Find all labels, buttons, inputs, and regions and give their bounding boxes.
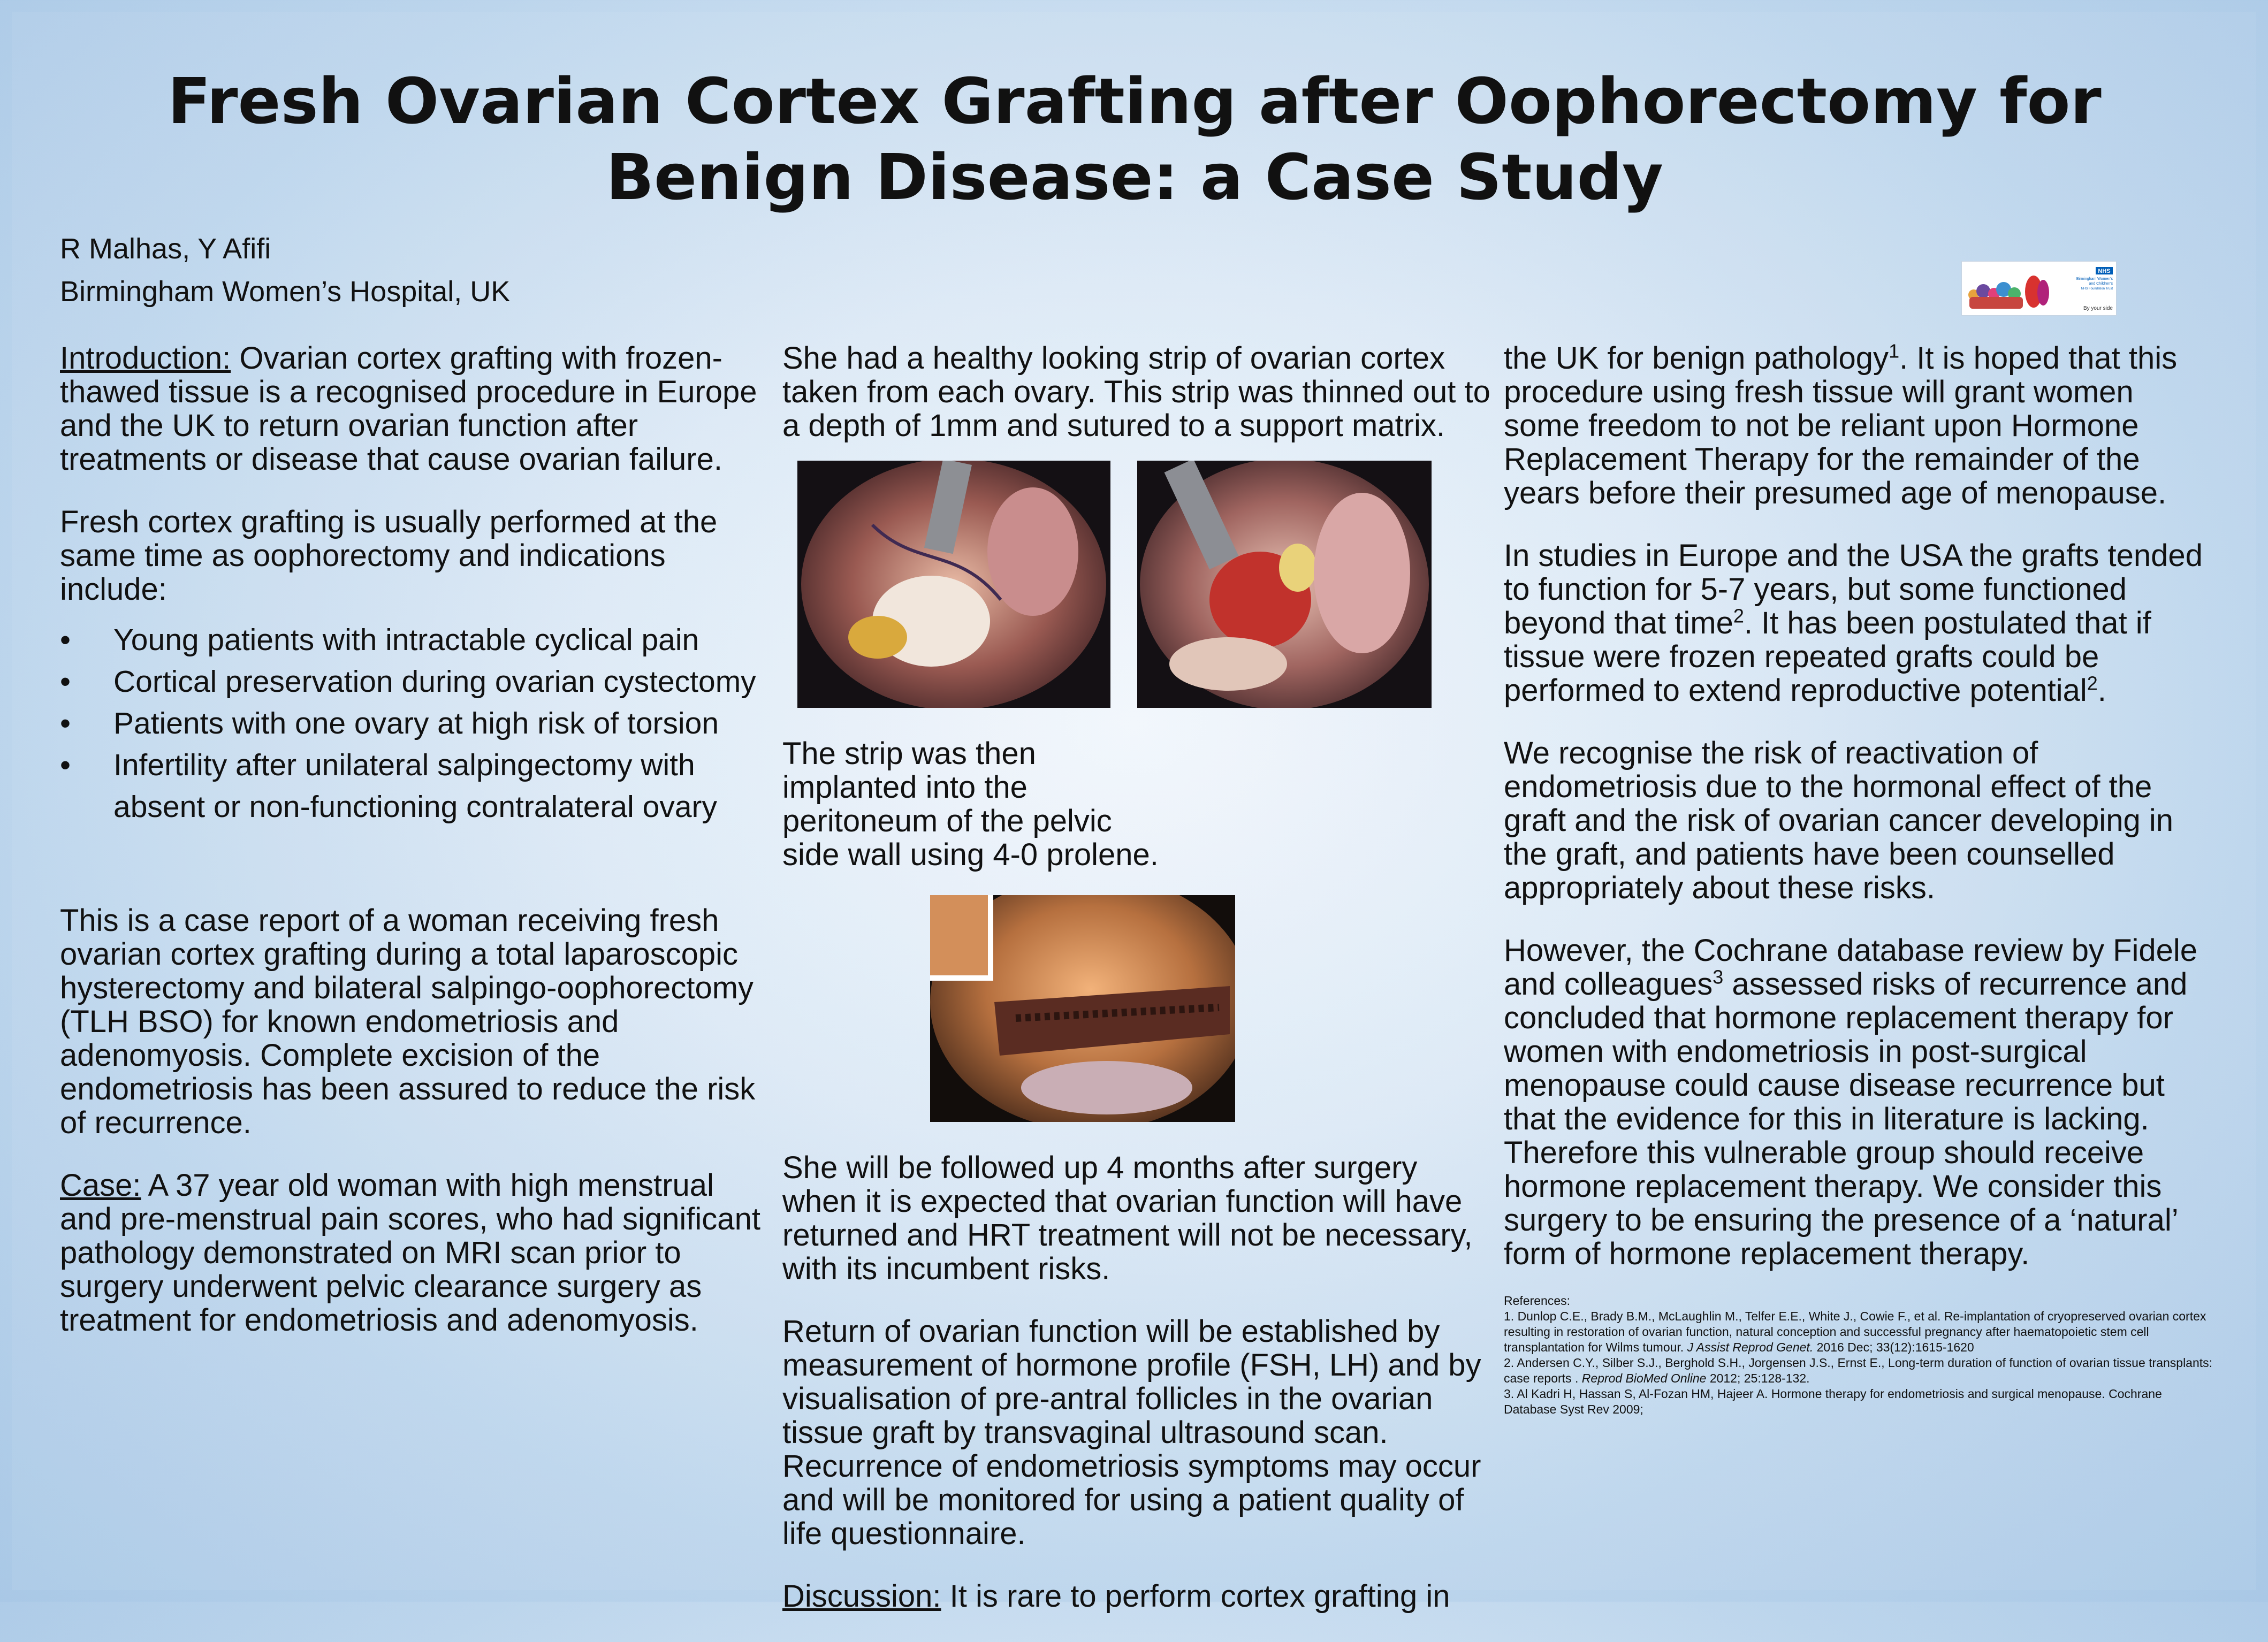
strip-paragraph: She had a healthy looking strip of ovarian cortex taken from each ovary. This strip was thinned out to a depth of 1mm and sutured to a support matrix. xyxy=(782,341,1490,443)
case-text: A 37 year old woman with high menstrual and pre-menstrual pain scores, who had significant pathology demonstrated on MRI scan prior to surgery underwent pelvic clearance surgery as treatment for endometriosis and adenomyosis. xyxy=(60,1168,760,1338)
authors: R Malhas, Y Afifi xyxy=(60,233,271,265)
surgical-photos-row xyxy=(797,461,1494,708)
list-item: • Patients with one ovary at high risk of torsion xyxy=(60,702,772,744)
laparoscopic-photo-strip-thinned-icon xyxy=(1137,461,1432,708)
case-report-paragraph: This is a case report of a woman receiving fresh ovarian cortex grafting during a total laparoscopic hysterectomy and bilateral salpingo-oophorectomy (TLH BSO) for known endometriosis and adenomyosis. Complete excision of the endometriosis has been assured to reduce the risk of recurrence. xyxy=(60,903,756,1140)
column-3 xyxy=(1504,341,2216,1417)
logo-name-line1: Birmingham Women's xyxy=(2076,277,2113,281)
risk-paragraph: We recognise the risk of reactivation of endometriosis due to the hormonal effect of the graft and the risk of ovarian cancer developing in the graft, and patients have been counselled appropriately about these risks. xyxy=(1504,736,2173,905)
introduction-text: Ovarian cortex grafting with frozen-thawed tissue is a recognised procedure in Europe and the UK to return ovarian function after treatments or disease that cause ovarian failure. xyxy=(60,341,757,477)
reference-3: 3. Al Kadri H, Hassan S, Al-Fozan HM, Hajeer A. Hormone therapy for endometriosis and surgical menopause. Cochrane Database Syst Rev 2009; xyxy=(1504,1387,2162,1416)
introduction-label: Introduction: xyxy=(60,341,231,376)
affiliation: Birmingham Women’s Hospital, UK xyxy=(60,276,511,308)
list-item: • Cortical preservation during ovarian cystectomy xyxy=(60,661,772,702)
references-heading: References: xyxy=(1504,1294,1571,1308)
graft-duration-paragraph: In studies in Europe and the USA the grafts tended to function for 5-7 years, but some functioned beyond that time$^2$. It has been postulated that if tissue were frozen repeated grafts could be performed to extend reproductive potential$^2$. xyxy=(1504,538,2203,708)
logo-nhs: NHS xyxy=(2098,268,2111,274)
logo-name-line3: NHS Foundation Trust xyxy=(2081,287,2113,291)
column-2 xyxy=(782,341,1494,1642)
citation-2: 2 xyxy=(2087,672,2098,694)
citation-1: 1 xyxy=(1889,340,1900,362)
column-1 xyxy=(60,341,772,1366)
indications-list xyxy=(60,619,772,828)
logo-tagline: By your side xyxy=(2083,306,2113,311)
implant-paragraph: The strip was then implanted into the peritoneum of the pelvic side wall using 4-0 prolene. xyxy=(782,736,1159,872)
nhs-hospital-logo-icon xyxy=(1961,261,2117,316)
laparoscopic-photo-graft-implanted-icon xyxy=(930,895,1235,1122)
discussion-label: Discussion: xyxy=(782,1579,941,1614)
list-item: • Young patients with intractable cyclical pain xyxy=(60,619,772,661)
reference-2: 2. Andersen C.Y., Silber S.J., Berghold S.H., Jorgensen J.S., Ernst E., Long-term duration of function of ovarian tissue transplants: case reports . Reprod BioMed Online 2012; 25:128-132. xyxy=(1504,1356,2213,1385)
followup-paragraph: She will be followed up 4 months after surgery when it is expected that ovarian function will have returned and HRT treatment will not be necessary, with its incumbent risks. xyxy=(782,1150,1473,1286)
discussion-paragraph xyxy=(782,1579,1494,1613)
reference-1: 1. Dunlop C.E., Brady B.M., McLaughlin M., Telfer E.E., White J., Cowie F., et al. Re-implantation of cryopreserved ovarian cortex resulting in restoration of ovarian function, natural conception and successful pregnancy after haematopoietic stem cell transplantation for Wilms tumour. J Assist Reprod Genet. 2016 Dec; 33(12):1615-1620 xyxy=(1504,1309,2206,1354)
poster-title: Fresh Ovarian Cortex Grafting after Oophorectomy for Benign Disease: a Case Study xyxy=(168,64,2102,214)
discussion-text: It is rare to perform cortex grafting in xyxy=(949,1579,1450,1614)
introduction-paragraph xyxy=(60,341,772,476)
citation-3: 3 xyxy=(1713,966,1724,988)
case-label: Case: xyxy=(60,1168,141,1203)
citation-2: 2 xyxy=(1733,605,1744,627)
return-function-paragraph: Return of ovarian function will be established by measurement of hormone profile (FSH, LH) and by visualisation of pre-antral follicles in the ovarian tissue graft by transvaginal ultrasound scan. Recurrence of endometriosis symptoms may occur and will be monitored for using a patient quality of life questionnaire. xyxy=(782,1314,1481,1551)
discussion-continued-paragraph: the UK for benign pathology$^1$. It is hoped that this procedure using fresh tissue will grant women some freedom to not be reliant upon Hormone Replacement Therapy for the remainder of the years before their presumed age of menopause. xyxy=(1504,340,2178,510)
case-paragraph xyxy=(60,1169,772,1337)
logo-name-line2: and Children's xyxy=(2089,282,2113,286)
laparoscopic-photo-strip-sutured-icon xyxy=(797,461,1110,708)
cochrane-paragraph: However, the Cochrane database review by Fidele and colleagues$^3$ assessed risks of recurrence and concluded that hormone replacement therapy for women with endometriosis in post-surgical menopause could cause disease recurrence but that the evidence for this in literature is lacking. Therefore this vulnerable group should receive hormone replacement therapy. We consider this surgery to be ensuring the presence of a ‘natural’ form of hormone replacement therapy. xyxy=(1504,933,2198,1271)
list-item: • Infertility after unilateral salpingectomy with absent or non-functioning contralateral ovary xyxy=(60,744,772,828)
author-block xyxy=(60,227,510,313)
fresh-grafting-paragraph: Fresh cortex grafting is usually performed at the same time as oophorectomy and indications include: xyxy=(60,505,718,607)
references xyxy=(1504,1293,2216,1417)
